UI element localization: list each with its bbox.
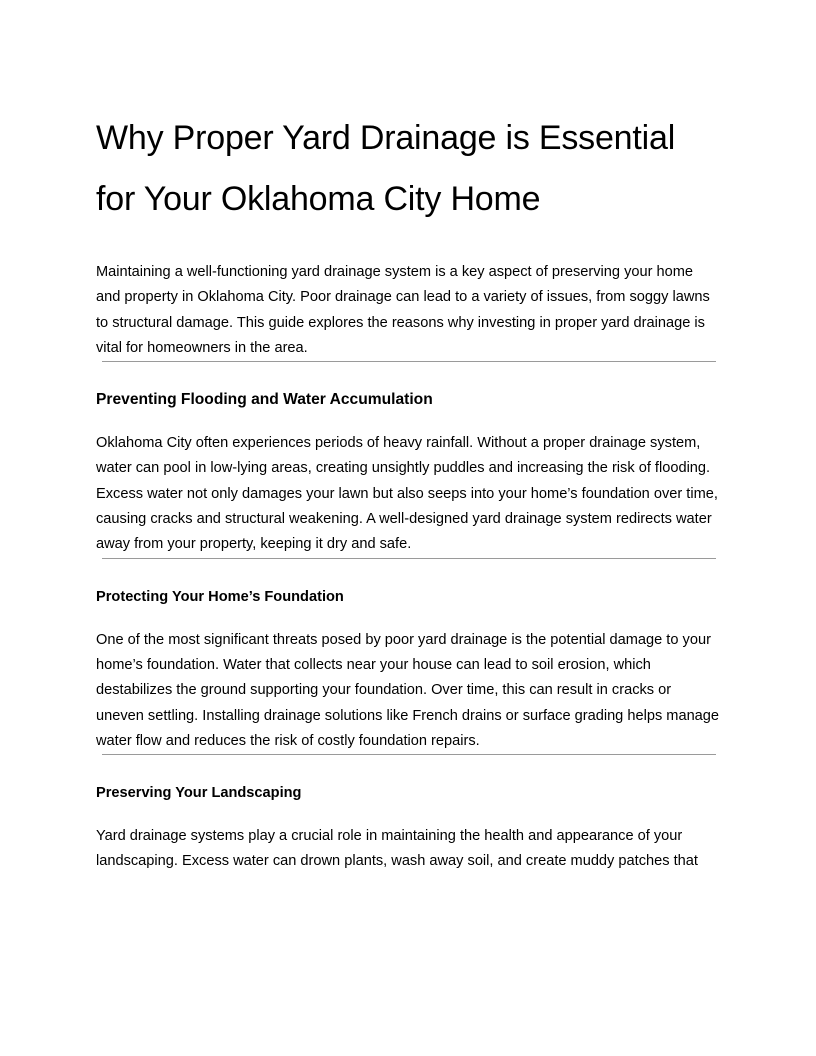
section-divider (102, 754, 716, 755)
intro-paragraph: Maintaining a well-functioning yard drainage system is a key aspect of preserving your home and property in Oklahoma City. Poor drainage can lead to a variety of issues, from soggy lawns to structural damage. This guide explores the reasons why investing in proper yard drainage is vital for homeowners in the area. (96, 264, 710, 356)
document-title: Why Proper Yard Drainage is Essential for Your Oklahoma City Home (96, 119, 676, 218)
section-heading-foundation: Protecting Your Home’s Foundation (96, 588, 344, 605)
section-heading-flooding: Preventing Flooding and Water Accumulation (96, 391, 433, 409)
section-body-flooding: Oklahoma City often experiences periods of heavy rainfall. Without a proper drainage system, water can pool in low-lying areas, creating unsightly puddles and increasing the risk of flooding. Excess water not only damages your lawn but also seeps into your home’s foundation over time, causing cracks and structural weakening. A well-designed yard drainage system redirects water away from your property, keeping it dry and safe. (96, 435, 718, 553)
section-body-foundation: One of the most significant threats posed by poor yard drainage is the potential damage to your home’s foundation. Water that collects near your house can lead to soil erosion, which destabilizes the ground supporting your foundation. Over time, this can result in cracks or uneven settling. Installing drainage solutions like French drains or surface grading helps manage water flow and reduces the risk of costly foundation repairs. (96, 631, 720, 749)
section-body-landscaping: Yard drainage systems play a crucial role in maintaining the health and appearance of your landscaping. Excess water can drown plants, wash away soil, and create muddy patches that (96, 828, 698, 870)
section-divider (102, 361, 716, 362)
section-heading-landscaping: Preserving Your Landscaping (96, 785, 302, 802)
section-divider (102, 558, 716, 559)
document-page (96, 108, 720, 875)
